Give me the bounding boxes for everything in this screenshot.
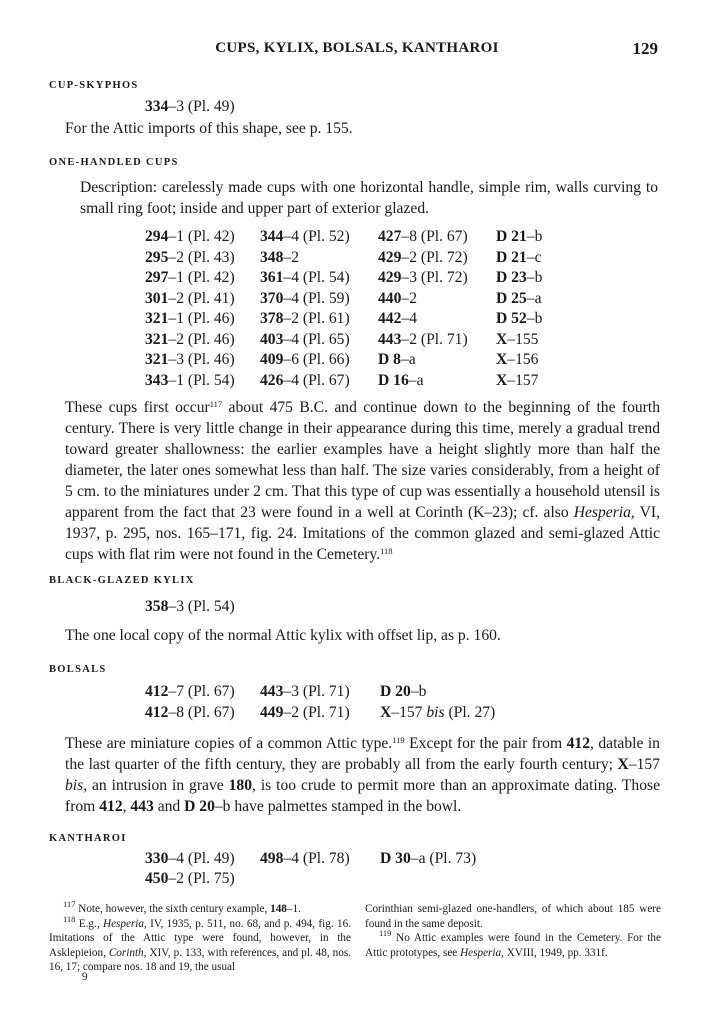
catalog-entry: 370–4 (Pl. 59) bbox=[260, 289, 350, 307]
catalog-entry: 330–4 (Pl. 49) bbox=[145, 850, 235, 867]
catalog-entry: 427–8 (Pl. 67) bbox=[378, 228, 468, 245]
section-heading-one-handled-cups: ONE-HANDLED CUPS bbox=[49, 157, 179, 168]
footnote-ref: 118 bbox=[380, 546, 393, 556]
catalog-entry: D 30–a (Pl. 73) bbox=[380, 850, 477, 867]
catalog-entry: 429–3 (Pl. 72) bbox=[378, 269, 468, 286]
catalog-entry: 498–4 (Pl. 78) bbox=[260, 850, 350, 867]
catalog-entry: 343–1 (Pl. 54) bbox=[145, 371, 235, 389]
catalog-entry: 443–2 (Pl. 71) bbox=[378, 330, 468, 348]
paragraph: For the Attic imports of this shape, see p. 155. bbox=[65, 120, 353, 137]
catalog-entry: 409–6 (Pl. 66) bbox=[260, 351, 350, 368]
catalog-entry: 344–4 (Pl. 52) bbox=[260, 228, 350, 245]
catalog-entry: 294–1 (Pl. 42) bbox=[145, 228, 235, 245]
catalog-entry: 412–8 (Pl. 67) bbox=[145, 704, 235, 721]
catalog-entry: D 8–a bbox=[378, 351, 416, 368]
catalog-entry: 440–2 bbox=[378, 289, 417, 307]
footnote-118: $^{118}$ E.g., Hesperia, IV, 1935, p. 511, no. 68, and p. 494, fig. 16. Imitations of the Attic type were found, however, in the Asklepieion, Corinth, XIV, p. 133, with references, and pl. 48, nos. 16, 17; compare nos. 18 and 19, the usual bbox=[49, 913, 351, 974]
catalog-entry: X–155 bbox=[496, 330, 539, 348]
catalog-entry: 301–2 (Pl. 41) bbox=[145, 289, 235, 307]
catalog-entry: 378–2 (Pl. 61) bbox=[260, 310, 350, 327]
catalog-entry: X–156 bbox=[496, 351, 539, 368]
paragraph: The one local copy of the normal Attic kylix with offset lip, as p. 160. bbox=[65, 627, 501, 644]
footnote-119: $^{119}$ No Attic examples were found in the Cemetery. For the Attic prototypes, see Hesperia, XVIII, 1949, pp. 331f. bbox=[365, 928, 661, 959]
section-heading-bolsals: BOLSALS bbox=[49, 664, 107, 675]
catalog-entry: D 16–a bbox=[378, 371, 424, 389]
footnote-117: $^{117}$ Note, however, the sixth century example, 148–1. bbox=[63, 899, 301, 915]
catalog-entry: 321–2 (Pl. 46) bbox=[145, 330, 235, 348]
running-head: CUPS, KYLIX, BOLSALS, KANTHAROI bbox=[215, 40, 499, 56]
footnote-118-cont: Corinthian semi-glazed one-handlers, of which about 185 were found in the same deposit. bbox=[365, 903, 661, 930]
catalog-entry: 321–3 (Pl. 46) bbox=[145, 351, 235, 368]
catalog-ref: 334–3 (Pl. 49) bbox=[145, 98, 235, 115]
catalog-entry: 361–4 (Pl. 54) bbox=[260, 269, 350, 286]
catalog-entry: 412–7 (Pl. 67) bbox=[145, 683, 235, 700]
catalog-entry: 403–4 (Pl. 65) bbox=[260, 330, 350, 348]
footnote-ref: 119 bbox=[392, 735, 405, 745]
catalog-entry: 429–2 (Pl. 72) bbox=[378, 248, 468, 266]
catalog-entry: X–157 bis (Pl. 27) bbox=[380, 704, 496, 721]
paragraph: These are miniature copies of a common Attic type.$^{119}$ Except for the pair from 412, datable in the last quarter of the fifth century, they are probably all from the early fourth century; X–157 bis, an intrusion in grave 180, is too crude to permit more than an approximate dating. Those from 412, 443 and D 20–b have palmettes stamped in the bowl. bbox=[65, 735, 660, 815]
catalog-entry: 348–2 bbox=[260, 248, 299, 266]
catalog-entry: D 52–b bbox=[496, 310, 543, 327]
description-paragraph: Description: carelessly made cups with one horizontal handle, simple rim, walls curving to small ring foot; inside and upper part of exterior glazed. bbox=[80, 179, 658, 217]
catalog-entry: 443–3 (Pl. 71) bbox=[260, 683, 350, 700]
section-heading-kantharoi: KANTHAROI bbox=[49, 833, 127, 844]
catalog-entry: 295–2 (Pl. 43) bbox=[145, 248, 235, 266]
catalog-entry: D 21–b bbox=[496, 228, 543, 245]
catalog-entry: 442–4 bbox=[378, 310, 417, 327]
catalog-entry: 426–4 (Pl. 67) bbox=[260, 371, 350, 389]
footnotes-right bbox=[365, 902, 661, 960]
catalog-entry: D 25–a bbox=[496, 289, 542, 307]
catalog-entry: D 23–b bbox=[496, 269, 543, 286]
paragraph: These cups first occur$^{117}$ about 475 B.C. and continue down to the beginning of the fourth century. There is very little change in their appearance during this time, merely a gradual trend toward greater shallowness: the earlier examples have a height slightly more than half the diameter, the later ones somewhat less than half. The size varies considerably, from a height of 5 cm. to the miniatures under 2 cm. That this type of cup was essentially a household utensil is apparent from the fact that 23 were found in a well at Corinth (K–23); cf. also Hesperia, VI, 1937, p. 295, nos. 165–171, fig. 24. Imitations of the common glazed and semi-glazed Attic cups with flat rim were not found in the Cemetery.$^{118}$ bbox=[65, 399, 660, 563]
catalog-entry: X–157 bbox=[496, 371, 539, 389]
catalog-entry: 450–2 (Pl. 75) bbox=[145, 870, 235, 887]
catalog-entry: 321–1 (Pl. 46) bbox=[145, 310, 235, 327]
catalog-entry: D 20–b bbox=[380, 683, 427, 700]
catalog-entry: 449–2 (Pl. 71) bbox=[260, 704, 350, 721]
catalog-entry: D 21–c bbox=[496, 248, 542, 266]
section-heading-kylix: BLACK-GLAZED KYLIX bbox=[49, 575, 195, 586]
catalog-ref: 358–3 (Pl. 54) bbox=[145, 598, 235, 615]
catalog-entry: 297–1 (Pl. 42) bbox=[145, 269, 235, 286]
footnote-ref: 117 bbox=[209, 399, 223, 409]
signature-mark: 9 bbox=[82, 971, 88, 983]
page-number: 129 bbox=[632, 39, 658, 58]
section-heading-cup-skyphos: CUP-SKYPHOS bbox=[49, 80, 139, 91]
footnotes-left bbox=[49, 899, 351, 975]
